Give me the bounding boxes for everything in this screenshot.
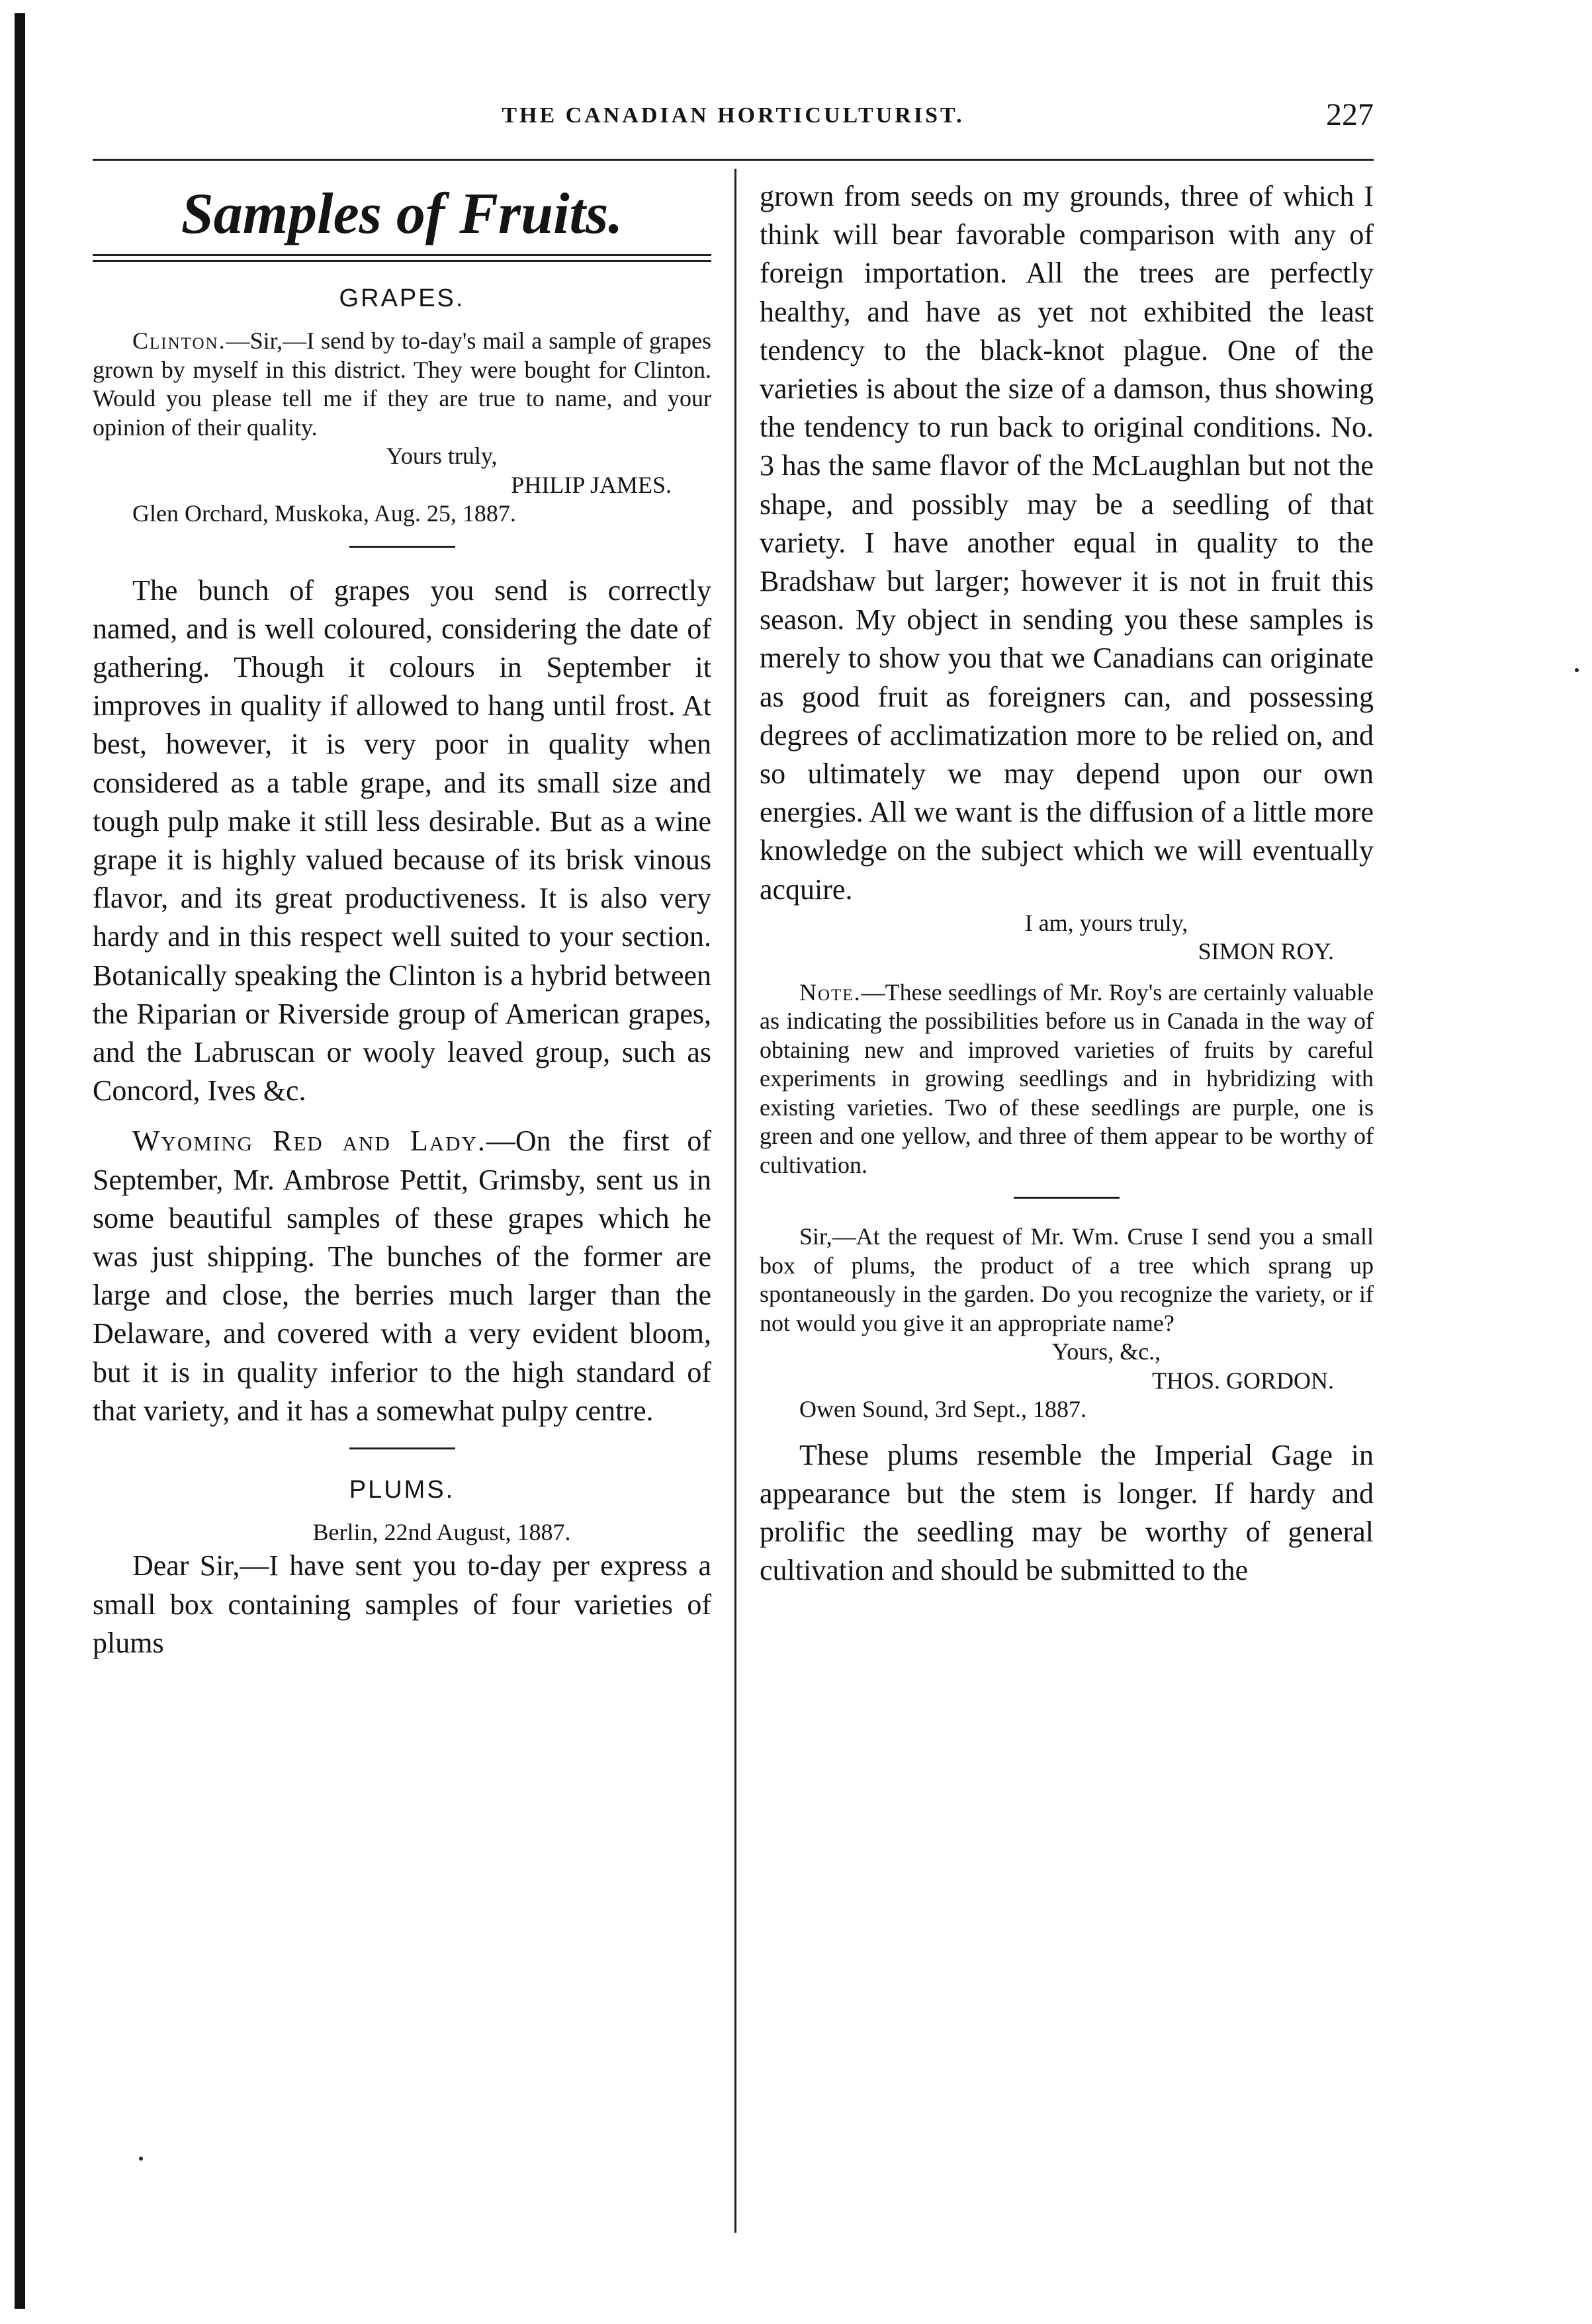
paragraph-gap bbox=[93, 1110, 711, 1122]
clinton-letter bbox=[93, 327, 711, 442]
header-rule bbox=[93, 159, 1374, 161]
clinton-closing: Yours truly, bbox=[386, 443, 498, 469]
note-body: —These seedlings of Mr. Roy's are certainly valuable as indicating the possibilities before us in Canada in the way of obtaining new and improved varieties of fruits by careful experiments in growing seedlings and in hybridizing with existing varieties. Two of these seedlings are purple, one is green and one yellow, and three of them appear to be worthy of cultivation. bbox=[760, 978, 1374, 1178]
wyoming-body: —On the first of September, Mr. Ambrose Pettit, Grimsby, sent us in some beautiful samples of these grapes which he was just shipping. The bunches of the former are large and close, the berries much larger than the Delaware, and covered with a very evident bloom, but it is in quality inferior to the high standard of that variety, and it has a somewhat pulpy centre. bbox=[93, 1125, 711, 1427]
plums-letter-start: Dear Sir,—I have sent you to-day per express a small box containing samples of four varieties of plums bbox=[93, 1549, 711, 1659]
running-title: THE CANADIAN HORTICULTURIST. bbox=[502, 103, 965, 128]
wyoming-lead: Wyoming Red and Lady. bbox=[132, 1125, 486, 1158]
left-column bbox=[93, 177, 711, 1662]
margin-speck bbox=[139, 2157, 143, 2161]
note-lead: Note. bbox=[799, 978, 862, 1006]
paragraph-gap bbox=[760, 1424, 1374, 1436]
clinton-place-date: Glen Orchard, Muskoka, Aug. 25, 1887. bbox=[132, 500, 516, 527]
plums-letter-continued: grown from seeds on my grounds, three of which I think will bear favorable comparison with any of foreign importation. All the trees are perfectly healthy, and have as yet not exhibited the least tendency to the black-knot plague. One of the varieties is about the size of a damson, thus showing the tendency to run back to original conditions. No. 3 has the same flavor of the McLaughlan but not the shape, and possibly may be a seedling of that variety. I have another equal in quality to the Bradshaw but larger; however it is not in fruit this season. My object in sending you these samples is merely to show you that we Canadians can originate as good fruit as foreigners can, and possessing degrees of acclimatization more to be relied on, and so ultimately we may depend upon our own energies. All we want is the diffusion of a little more knowledge on the subject which we will eventually acquire. bbox=[760, 180, 1374, 906]
title-double-rule bbox=[93, 254, 711, 262]
margin-speck bbox=[1575, 668, 1579, 672]
gordon-reply: These plums resemble the Imperial Gage in appearance but the stem is longer. If hardy and prolific the seedling may be worthy of general cultivation and should be submitted to the bbox=[760, 1438, 1374, 1587]
gordon-signature: THOS. GORDON. bbox=[1151, 1367, 1334, 1394]
gordon-closing: Yours, &c., bbox=[1051, 1338, 1161, 1365]
column-divider bbox=[734, 169, 736, 2233]
roy-closing: I am, yours truly, bbox=[1024, 909, 1188, 936]
separator-rule bbox=[349, 1447, 455, 1449]
separator-rule bbox=[1014, 1197, 1120, 1199]
clinton-lead: Clinton. bbox=[132, 327, 226, 354]
grapes-heading: GRAPES. bbox=[339, 284, 465, 312]
page-number: 227 bbox=[1326, 97, 1374, 132]
editor-note bbox=[760, 978, 1374, 1180]
clinton-letter-body: —Sir,—I send by to-day's mail a sample of grapes grown by myself in this district. They were bought for Clinton. Would you please tell me if they are true to name, and your opinion of their quality. bbox=[93, 327, 711, 441]
plums-dateline: Berlin, 22nd August, 1887. bbox=[312, 1518, 571, 1545]
section-title: Samples of Fruits. bbox=[181, 182, 623, 246]
separator-rule bbox=[349, 546, 455, 548]
gordon-letter: Sir,—At the request of Mr. Wm. Cruse I send you a small box of plums, the product of a tree which sprang up spontaneously in the garden. Do you recognize the variety, or if not would you give it an appropriate name? bbox=[760, 1223, 1374, 1336]
roy-signature: SIMON ROY. bbox=[1198, 938, 1334, 965]
clinton-reply: The bunch of grapes you send is correctly named, and is well coloured, considering the date of gathering. Though it colours in September it improves in quality if allowed to hang until frost. At best, however, it is very poor in quality when considered as a table grape, and its small size and tough pulp make it still less desirable. But as a wine grape it is highly valued because of its brisk vinous flavor, and its great productiveness. It is also very hardy and in this respect well suited to your section. Botanically speaking the Clinton is a hybrid between the Riparian or Riverside group of American grapes, and the Labruscan or wooly leaved group, such as Concord, Ives &c. bbox=[93, 574, 711, 1107]
right-column bbox=[760, 177, 1374, 1590]
paragraph-gap bbox=[760, 967, 1374, 978]
wyoming-paragraph bbox=[93, 1122, 711, 1430]
page-edge-shadow bbox=[15, 13, 25, 2309]
plums-heading: PLUMS. bbox=[349, 1475, 455, 1504]
page-header bbox=[93, 93, 1374, 152]
clinton-signature: PHILIP JAMES. bbox=[511, 471, 672, 498]
gordon-place-date: Owen Sound, 3rd Sept., 1887. bbox=[799, 1396, 1086, 1423]
